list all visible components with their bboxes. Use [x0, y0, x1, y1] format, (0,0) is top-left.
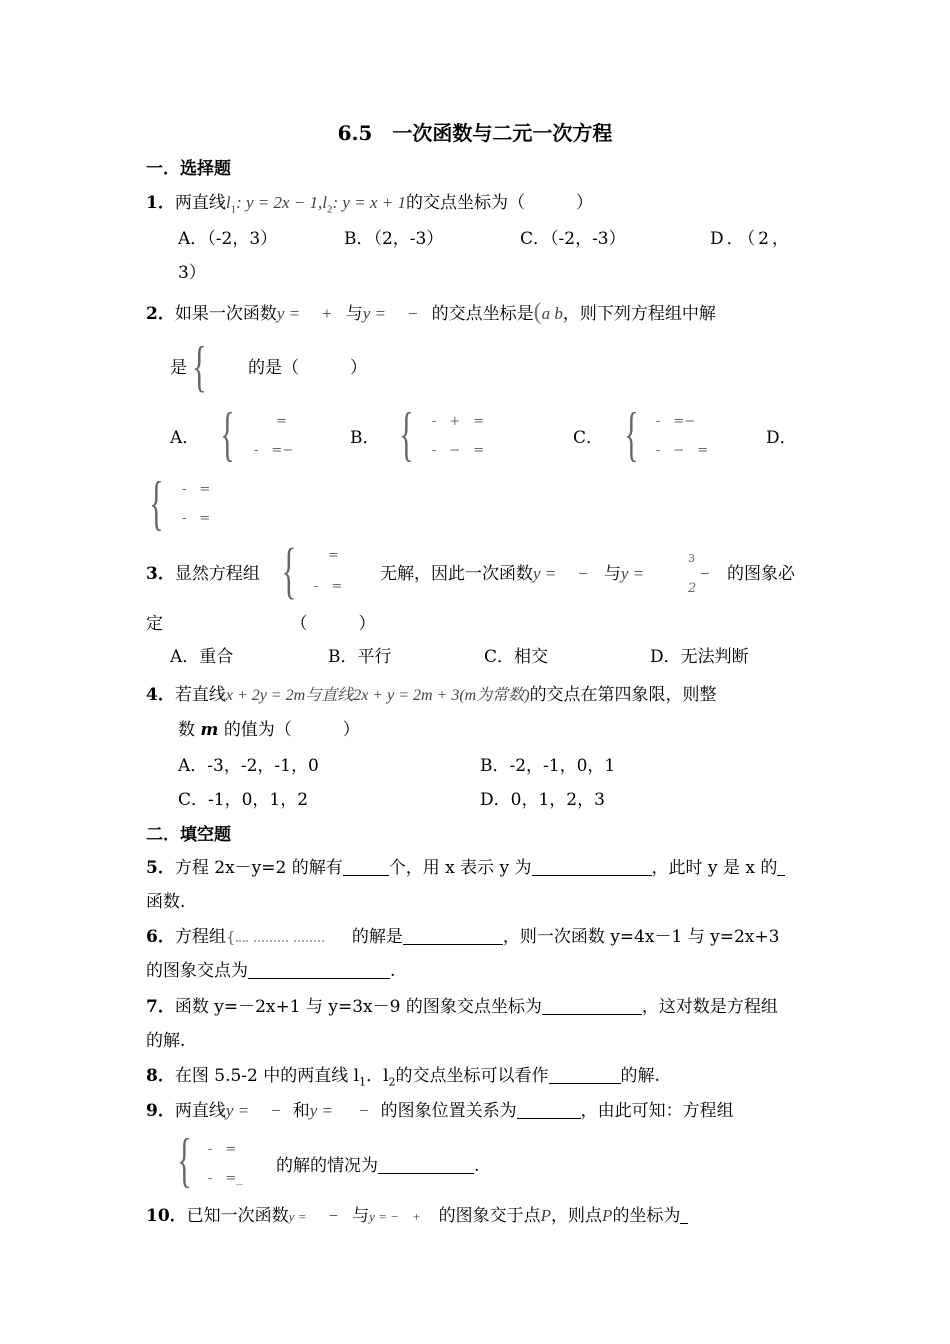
question-3-m1: y =: [533, 564, 557, 583]
question-2-line2-a: 是: [170, 358, 187, 378]
question-3-option-d: D．无法判断: [650, 647, 749, 667]
question-3-system-brace: {: [281, 537, 297, 605]
question-6-t3: ，则一次函数 y=4x－1 与 y=2x+3: [502, 927, 780, 947]
question-9-m2: −: [271, 1101, 281, 1120]
question-9-system-eq2-tail: _: [236, 1171, 243, 1186]
question-3-m4: −: [700, 564, 710, 583]
question-3-text-d: 的图象必: [727, 564, 795, 584]
question-2-stem: [146, 301, 716, 325]
question-10-t4: ，则点: [551, 1206, 603, 1226]
question-9-t2: 和: [292, 1101, 310, 1121]
question-10-t1: 已知一次函数: [186, 1206, 289, 1226]
section-choice-heading: 一．选择题: [146, 159, 231, 179]
question-4-line2-b: 的值为（ ）: [223, 720, 360, 740]
question-6-t1: 方程组: [174, 927, 226, 947]
question-2-text-c: 的交点坐标是: [431, 304, 534, 324]
question-2-option-c-eq1: - =−: [656, 414, 696, 429]
question-3-option-b: B．平行: [328, 647, 392, 667]
question-1-text-b: 的交点坐标为（ ）: [405, 193, 593, 213]
question-2-option-a-eq2: - =−: [254, 443, 294, 458]
question-5-number: 5．: [146, 858, 175, 878]
question-2-option-d-eq1: - =: [182, 482, 211, 497]
question-4-option-b: B．-2，-1，0，1: [480, 756, 616, 776]
question-1-stem: [146, 192, 593, 220]
question-9-line2: [276, 1155, 479, 1177]
question-5-blank-1[interactable]: [343, 857, 389, 876]
page-title: 6.5 一次函数与二元一次方程: [337, 121, 613, 145]
question-7-number: 7．: [146, 997, 175, 1017]
question-9-system-brace: {: [177, 1127, 192, 1193]
question-4-text-b: 的交点在第四象限，则整: [529, 685, 717, 705]
section-fill-heading: 二．填空题: [146, 825, 231, 845]
question-6-end: .: [390, 961, 396, 981]
question-2-option-d-eq2: - =: [182, 511, 211, 526]
question-8-s1: 1: [359, 1075, 367, 1089]
question-9-m1: y =: [225, 1101, 250, 1120]
question-6-stem: [146, 926, 779, 948]
question-5-blank-2[interactable]: [532, 857, 652, 876]
question-2-option-a-label: A．: [170, 428, 200, 448]
question-3-frac-bot: 2: [688, 581, 697, 596]
question-1-l1: l: [225, 193, 231, 212]
question-3-m3: y =: [620, 564, 645, 583]
question-3-option-a: A．重合: [170, 647, 234, 667]
question-9-blank-2[interactable]: [378, 1155, 474, 1174]
question-6-line2: [146, 960, 395, 982]
question-2-option-b-brace: {: [399, 401, 414, 467]
question-5-line2: 函数.: [146, 892, 186, 912]
question-4-line2-a: 数: [178, 720, 195, 740]
question-10-t2: 与: [352, 1206, 370, 1226]
question-6-number: 6．: [146, 927, 175, 947]
question-9-m3: y =: [309, 1101, 333, 1120]
question-4-stem: [146, 684, 717, 707]
question-1-eq1: : y = 2x − 1,: [236, 193, 323, 212]
question-2-option-a-eq1: =: [276, 414, 287, 429]
question-8-s2: 2: [388, 1075, 396, 1089]
question-7-blank[interactable]: [542, 996, 642, 1015]
question-3-line2: 定 （ ）: [146, 614, 376, 634]
question-3-stem-b: [380, 563, 644, 585]
question-2-text-b: 与: [345, 304, 363, 324]
question-2-option-d-brace: {: [149, 470, 164, 536]
question-7-stem: [146, 996, 778, 1018]
question-8-t2: ．l: [366, 1066, 389, 1086]
question-10-t5: 的坐标为: [612, 1206, 681, 1226]
question-8-t1: 在图 5.5-2 中的两直线 l: [174, 1066, 360, 1086]
question-1-l1-sub: 1: [230, 203, 237, 216]
question-8-t4: 的解.: [620, 1066, 660, 1086]
question-5-t2: 个，用 x 表示 y 为: [388, 858, 532, 878]
question-9-t1: 两直线: [174, 1101, 226, 1121]
question-3-frac-top: 3: [688, 552, 695, 565]
question-2-m4: −: [408, 304, 418, 323]
question-3-number: 3．: [146, 564, 175, 584]
question-4-option-c: C．-1，0，1，2: [178, 790, 309, 810]
question-1-eq2: : y = x + 1: [332, 193, 406, 212]
question-5-t3: ，此时 y 是 x 的: [651, 858, 778, 878]
question-2-paren-open: (: [533, 299, 542, 325]
question-4-m: m: [200, 720, 219, 740]
question-9-t5: 的解的情况为: [276, 1156, 378, 1176]
question-6-system-garbled: {: [226, 926, 352, 948]
question-10-P1: P: [540, 1206, 552, 1225]
question-4-text-a: 若直线: [174, 685, 226, 705]
question-10-number: 10．: [146, 1206, 187, 1226]
question-1-l2: l: [322, 193, 328, 212]
question-10-P2: P: [602, 1206, 613, 1225]
question-3-system-eq1: =: [328, 548, 339, 563]
question-4-option-d: D．0，1，2，3: [480, 790, 605, 810]
question-1-l2-sub: 2: [327, 203, 333, 216]
question-2-line2-b: 的是（ ）: [248, 358, 367, 378]
question-2-option-b-eq1: - + =: [432, 414, 485, 429]
question-8-blank[interactable]: [549, 1065, 621, 1084]
question-7-t2: ，这对数是方程组: [641, 997, 778, 1017]
question-6-blank-2[interactable]: [248, 960, 390, 979]
question-2-option-c-brace: {: [624, 401, 639, 467]
question-1-option-a: A．（-2，3）: [178, 229, 278, 249]
question-2-system-brace: {: [192, 336, 207, 398]
question-8-stem: [146, 1065, 660, 1093]
question-6-t2: 的解是: [351, 927, 403, 947]
question-10-blank[interactable]: [680, 1205, 688, 1224]
question-3-system-eq2: - =: [314, 579, 343, 594]
question-4-eq: x + 2y = 2m与直线2x + y = 2m + 3(m为常数): [225, 687, 530, 704]
question-2-option-d-label: D．: [766, 428, 797, 448]
question-2-option-b-label: B．: [350, 428, 380, 448]
question-3-m2: −: [578, 564, 588, 583]
question-3-text-a: 显然方程组: [174, 564, 260, 584]
question-9-end: .: [474, 1156, 480, 1176]
question-3-option-c: C．相交: [484, 647, 549, 667]
question-1-number: 1．: [146, 193, 175, 213]
question-2-m1: y =: [276, 304, 301, 323]
question-9-number: 9．: [146, 1101, 175, 1121]
question-6-blank-1[interactable]: [403, 926, 503, 945]
question-1-text-a: 两直线: [174, 193, 226, 213]
question-9-system-eq1: - =: [208, 1142, 237, 1157]
question-10-m3: y = − +: [369, 1209, 421, 1224]
question-8-number: 8．: [146, 1066, 175, 1086]
question-7-line2: 的解.: [146, 1031, 186, 1051]
question-5-stem: [146, 857, 785, 879]
question-2-number: 2．: [146, 304, 175, 324]
question-9-blank-1[interactable]: [517, 1100, 581, 1119]
question-1-option-b: B．（2，-3）: [344, 229, 444, 249]
question-6-line2-text: 的图象交点为: [146, 961, 248, 981]
question-2-option-c-label: C．: [573, 428, 604, 448]
question-9-t4: ，由此可知：方程组: [580, 1101, 734, 1121]
question-2-text-d: ，则下列方程组中解: [562, 304, 716, 324]
question-5-t1: 方程 2x－y=2 的解有: [174, 858, 343, 878]
question-2-m3: y =: [362, 304, 386, 323]
question-3-stem-a: [146, 563, 260, 585]
question-9-m4: −: [359, 1101, 369, 1120]
question-2-m2: +: [322, 304, 332, 323]
question-2-option-c-eq2: - − =: [656, 443, 709, 458]
question-2-option-b-eq2: - − =: [432, 443, 485, 458]
question-1-option-c: C．（-2，-3）: [520, 229, 626, 249]
question-9-stem: [146, 1100, 734, 1122]
question-4-line2: [178, 719, 360, 741]
question-8-t3: 的交点坐标可以看作: [395, 1066, 549, 1086]
question-1-option-d: D．（2，: [710, 229, 792, 249]
question-1-option-d-cont: 3）: [178, 263, 206, 283]
question-10-m1: y =: [288, 1209, 307, 1224]
question-3-text-c: 与: [603, 564, 621, 584]
question-9-system-eq2-text: - =: [208, 1171, 237, 1186]
question-2-m5: a b: [541, 304, 563, 323]
question-9-t3: 的图象位置关系为: [380, 1101, 517, 1121]
question-3-text-b: 无解，因此一次函数: [380, 564, 533, 584]
question-5-blank-3[interactable]: [777, 857, 785, 876]
question-2-text-a: 如果一次函数: [174, 304, 277, 324]
question-4-option-a: A．-3，-2，-1，0: [178, 756, 319, 776]
question-10-stem: [146, 1205, 688, 1228]
question-9-system-eq2: [208, 1168, 243, 1190]
question-7-t1: 函数 y=－2x+1 与 y=3x－9 的图象交点坐标为: [174, 997, 542, 1017]
question-2-option-a-brace: {: [220, 401, 235, 467]
question-10-t3: 的图象交于点: [438, 1206, 541, 1226]
question-4-number: 4．: [146, 685, 175, 705]
question-10-m2: −: [328, 1206, 339, 1225]
